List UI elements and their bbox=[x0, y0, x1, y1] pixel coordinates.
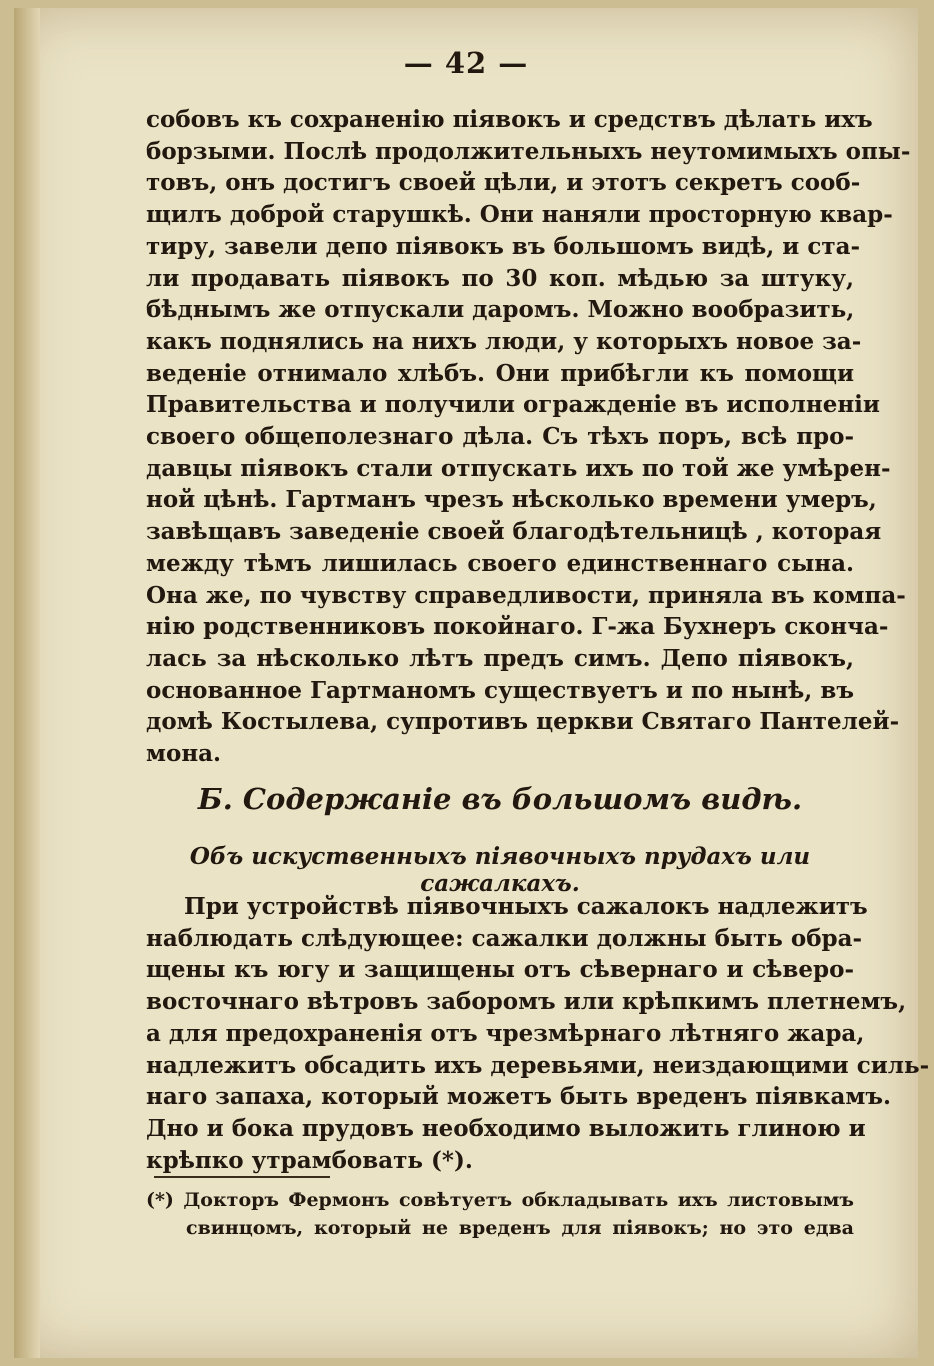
text-line: лась за нѣсколько лѣтъ предъ симъ. Депо піявокъ, bbox=[146, 644, 854, 672]
text-line: какъ поднялись на нихъ люди, у которыхъ новое за- bbox=[146, 327, 862, 355]
book-page bbox=[14, 8, 930, 1358]
footnote-rule bbox=[154, 1176, 330, 1178]
section-heading: Б. Содержаніе въ большомъ видѣ. bbox=[197, 782, 803, 816]
text-line: Дно и бока прудовъ необходимо выложить глиною и bbox=[146, 1114, 866, 1142]
text-line: тиру, завели депо піявокъ въ большомъ видѣ, и ста- bbox=[146, 232, 861, 260]
text-line: щены къ югу и защищены отъ сѣвернаго и сѣверо- bbox=[146, 956, 854, 984]
text-line: своего общеполезнаго дѣла. Съ тѣхъ поръ, всѣ про- bbox=[146, 423, 854, 451]
text-line: восточнаго вѣтровъ заборомъ или крѣпкимъ плетнемъ, bbox=[146, 988, 907, 1016]
text-line: бѣднымъ же отпускали даромъ. Можно вообразить, bbox=[146, 296, 855, 324]
text-line: нію родственниковъ покойнаго. Г-жа Бухнеръ сконча- bbox=[146, 613, 889, 641]
text-line: При устройствѣ піявочныхъ сажалокъ надлежитъ bbox=[184, 893, 868, 920]
text-line: борзыми. Послѣ продолжительныхъ неутомимыхъ опы- bbox=[146, 137, 911, 165]
page-number: — 42 — bbox=[403, 46, 529, 80]
text-line: щилъ доброй старушкѣ. Они наняли просторную квар- bbox=[146, 201, 893, 229]
footnote bbox=[146, 1186, 854, 1242]
text-line: наблюдать слѣдующее: сажалки должны быть обра- bbox=[146, 924, 863, 952]
text-line: веденіе отнимало хлѣбъ. Они прибѣгли къ помощи bbox=[146, 359, 854, 387]
text-line: наго запаха, который можетъ быть вреденъ піявкамъ. bbox=[146, 1083, 892, 1111]
text-line: между тѣмъ лишилась своего единственнаго сына. bbox=[146, 549, 854, 577]
text-line: Она же, по чувству справедливости, приняла въ компа- bbox=[146, 581, 906, 609]
text-line: завѣщавъ заведеніе своей благодѣтельницѣ , которая bbox=[146, 518, 882, 546]
text-line: крѣпко утрамбовать (*). bbox=[146, 1146, 473, 1174]
section-subheading: Объ искуственныхъ піявочныхъ прудахъ или сажалкахъ. bbox=[189, 843, 811, 897]
text-line: Правительства и получили огражденіе въ исполненіи bbox=[146, 391, 880, 419]
main-paragraph bbox=[146, 104, 911, 770]
text-line: домѣ Костылева, супротивъ церкви Святаго Пантелей- bbox=[146, 708, 900, 736]
footnote-line: свинцомъ, который не вреденъ для піявокъ; но это едва bbox=[186, 1217, 854, 1239]
text-line: надлежитъ обсадить ихъ деревьями, неиздающими силь- bbox=[146, 1051, 930, 1079]
text-line: мона. bbox=[146, 740, 222, 768]
page-spine-shadow bbox=[14, 8, 40, 1358]
text-line: основанное Гартманомъ существуетъ и по нынѣ, въ bbox=[146, 676, 854, 704]
text-line: собовъ къ сохраненію піявокъ и средствъ дѣлать ихъ bbox=[146, 106, 873, 133]
text-line: давцы піявокъ стали отпускать ихъ по той же умѣрен- bbox=[146, 454, 891, 482]
footnote-line: (*) Докторъ Фермонъ совѣтуетъ обкладывать ихъ листовымъ bbox=[146, 1189, 854, 1211]
text-line: а для предохраненія отъ чрезмѣрнаго лѣтняго жара, bbox=[146, 1019, 865, 1047]
text-line: товъ, онъ достигъ своей цѣли, и этотъ секретъ сооб- bbox=[146, 169, 861, 197]
text-line: ной цѣнѣ. Гартманъ чрезъ нѣсколько времени умеръ, bbox=[146, 486, 877, 514]
text-line: ли продавать піявокъ по 30 коп. мѣдью за штуку, bbox=[146, 264, 854, 292]
second-paragraph bbox=[146, 891, 930, 1176]
